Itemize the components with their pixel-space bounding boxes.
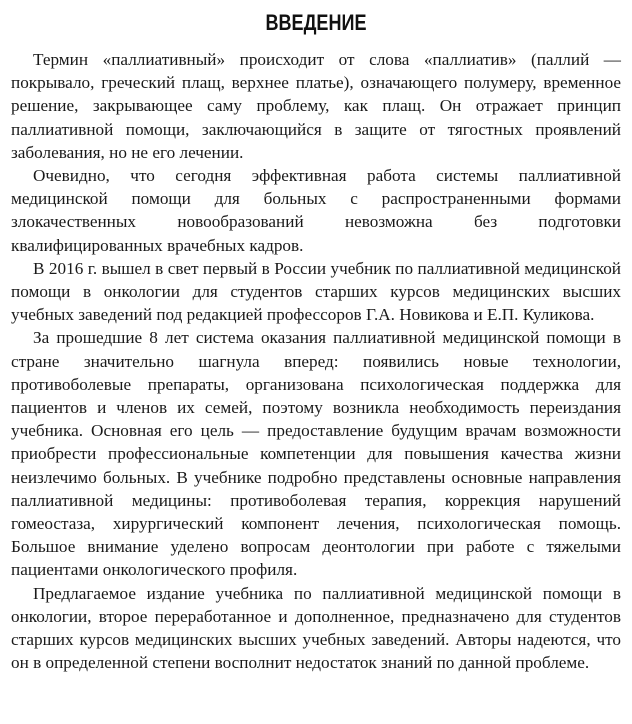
body-text [11, 48, 621, 674]
paragraph-system-progress: За прошедшие 8 лет система оказания паллиативной медицинской помощи в стране значительно шагнула вперед: появились новые технологии, противоболевые препараты, организована психологическая поддержка для пациентов и членов их семей, поэтому возникла необходимость переиздания учебника. Основная его цель — предоставление будущим врачам возможности приобрести профессиональные компетенции для повышения качества жизни неизлечимо больных. В учебнике подробно представлены основные направления паллиативной медицины: противоболевая терапия, коррекция нарушений гомеостаза, хирургический компонент лечения, психологическая помощь. Большое внимание уделено вопросам деонтологии при работе с тяжелыми пациентами онкологического профиля. [11, 328, 621, 580]
paragraph-edition-purpose: Предлагаемое издание учебника по паллиативной медицинской помощи в онкологии, второе переработанное и дополненное, предназначено для студентов старших курсов медицинских высших учебных заведений. Авторы надеются, что он в определенной степени восполнит недостаток знаний по данной проблеме. [11, 583, 621, 673]
section-title: ВВЕДЕНИЕ [265, 10, 367, 35]
paragraph-first-textbook: В 2016 г. вышел в свет первый в России учебник по паллиативной медицинской помощи в онкологии для студентов старших курсов медицинских высших учебных заведений под редакцией профессоров Г.А. Новикова и Е.П. Куликова. [11, 258, 621, 325]
paragraph-need-for-training: Очевидно, что сегодня эффективная работа системы паллиативной медицинской помощи для больных с распространенными формами злокачественных новообразований невозможна без подготовки квалифицированных врачебных кадров. [11, 166, 621, 255]
paragraph-etymology: Термин «паллиативный» происходит от слова «паллиатив» (паллий — покрывало, греческий плащ, верхнее платье), означающего полумеру, временное решение, закрывающее саму проблему, как плащ. Он отражает принцип паллиативной помощи, заключающийся в защите от тягостных проявлений заболевания, но не его лечении. [11, 50, 621, 162]
